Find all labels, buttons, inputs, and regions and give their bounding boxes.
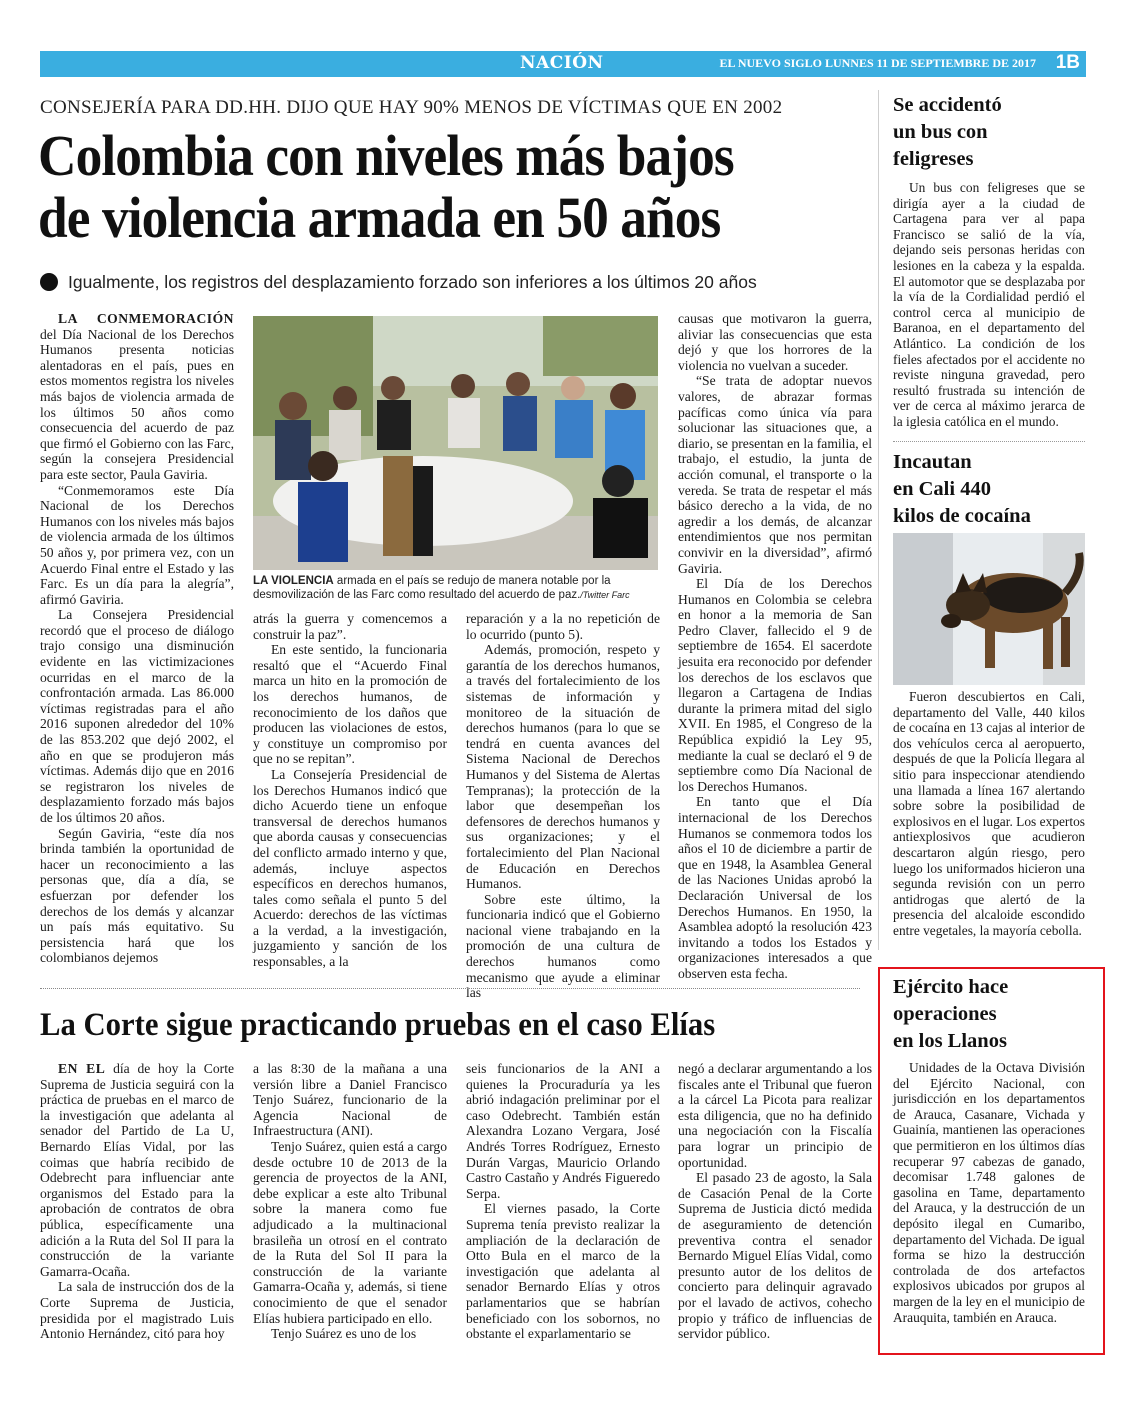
second-column-1 bbox=[40, 1061, 234, 1342]
paragraph: Sobre este último, la funcionaria indicó que el Gobierno nacional viene trabajando en la promoción de una cultura de derechos humanos como mecanismo que ayude a eliminar las bbox=[466, 891, 660, 1001]
paragraph: En tanto que el Día internacional de los Derechos Humanos se conmemora todos los años el 10 de diciembre a partir de que en 1948, la Asamblea General de las Naciones Unidas aprobó la Declaración Universal de los Derechos Humanos. En 1950, la Asamblea adoptó la resolución 423 invitando a todos los Estados y organizaciones interesados a que observen esta fecha. bbox=[678, 794, 872, 981]
lead-column-4 bbox=[678, 311, 872, 982]
paragraph: Además, promoción, respeto y garantía de los derechos humanos, a través del fortalecimiento de los sistemas de información y monitoreo de la situación de derechos humanos (para lo que se tendrá en cuenta avances del Sistema Nacional de Derechos Humanos y del Sistema de Alertas Tempranas); la protección de la labor que desempeñan los defensores de derechos humanos y sus organizaciones; y el fortalecimiento del Plan Nacional de Educación en Derechos Humanos. bbox=[466, 642, 660, 892]
paragraph: “Se trata de adoptar nuevos valores, de abrazar formas pacíficas como única vía para solucionar las situaciones que, a diario, se presentan en la familia, el trabajo, el estudio, la junta de acción comunal, el transporte o la vereda. Se trata de respetar el más básico derecho a la vida, de no agredir a los demás, de alcanzar entendimientos que nos permitan convivir en la diversidad”, afirmó Gaviria. bbox=[678, 373, 872, 576]
paragraph: La Consejería Presidencial de los Derechos Humanos indicó que dicho Acuerdo tiene un enfoque transversal de derechos humanos que aborda causas y consecuencias del conflicto armado interno y que, además, incluye aspectos específicos en derechos humanos, tales como señala el punto 5 del Acuerdo: derechos de las víctimas a la verdad, a la investigación, juzgamiento y sanción de los responsables, a la bbox=[253, 766, 447, 970]
lead-in: EN EL bbox=[58, 1061, 106, 1076]
lead-headline-line-2: de violencia armada en 50 años bbox=[38, 185, 721, 250]
sidebar-separator bbox=[893, 441, 1085, 442]
paragraph: causas que motivaron la guerra, aliviar las consecuencias que esta dejó y que los horrores de la violencia no vuelvan a suceder. bbox=[678, 311, 872, 373]
lead-deck-text: Igualmente, los registros del desplazamiento forzado son inferiores a los últimos 20 años bbox=[68, 272, 757, 292]
lead-column-1 bbox=[40, 311, 234, 966]
sniffer-dog-photo bbox=[893, 533, 1085, 685]
paragraph: reparación y a la no repetición de lo ocurrido (punto 5). bbox=[466, 611, 660, 642]
lead-headline bbox=[38, 125, 792, 249]
sidebar-army-title: Ejército hace operaciones en los Llanos bbox=[893, 976, 1009, 1052]
paragraph: LA CONMEMORACIÓN del Día Nacional de los Derechos Humanos presenta noticias alentadoras en el país, pues en estos momentos registra los niveles más bajos de violencia armada de los últimos 50 años como consecuencia del acuerdo de paz que firmó el Gobierno con las Farc, según la consejera Presidencial para este sector, Paula Gaviria. bbox=[40, 311, 234, 482]
sidebar-bus-body: Un bus con feligreses que se dirigía ayer a la ciudad de Cartagena para ver al papa Francisco se salió de la vía, dejando seis personas heridas con lesiones en la cabeza y la espalda. El automotor que se desplazaba por la vía de la Cordialidad perdió el control cerca al municipio de Baranoa, en el departamento del Atlántico. La condición de los fieles afectados por el accidente no reviste ninguna gravedad, pero resultó frustrada su intención de ver de cerca al máximo jerarca de la iglesia católica en el mundo. bbox=[893, 180, 1085, 429]
second-column-2 bbox=[253, 1061, 447, 1342]
sidebar-army-body: Unidades de la Octava División del Ejército Nacional, con jurisdicción en los departamentos de Arauca, Casanare, Vichada y Guainía, mantienen las operaciones que permitieron en los últimos días recuperar 97 cabezas de ganado, decomisar 1.748 galones de gasolina en Tame, departamento del Arauca, y la destrucción de un depósito ilegal en Cumaribo, departamento del Vichada. De igual forma se hizo la destrucción controlada de dos artefactos explosivos ubicados por grupos al margen de la ley en el municipio de Arauquita, también en Arauca. bbox=[893, 1060, 1085, 1325]
paragraph: a las 8:30 de la mañana a una versión libre a Daniel Francisco Tenjo Suárez, funcionario de la Agencia Nacional de Infraestructura (ANI). bbox=[253, 1061, 447, 1139]
column-divider bbox=[878, 90, 879, 950]
lead-headline-line-1: Colombia con niveles más bajos bbox=[38, 123, 734, 188]
paragraph: El viernes pasado, la Corte Suprema tenía previsto realizar la ampliación de la declaración de Otto Bula en el marco de la investigación que adelanta al senador Bernardo Elías y otros parlamentarios que se habrían beneficiado con los sobornos, no obstante el exparlamentario se bbox=[466, 1201, 660, 1342]
caption-lead: LA VIOLENCIA bbox=[253, 575, 334, 587]
paragraph: El pasado 23 de agosto, la Sala de Casación Penal de la Corte Suprema de Justicia dictó medida de aseguramiento de detención preventiva contra el senador Bernardo Miguel Elías Vidal, como presunto autor de los delitos de concierto para delinquir agravado por el lavado de activos, cohecho propio y tráfico de influencias de servidor público. bbox=[678, 1170, 872, 1342]
paragraph: Tenjo Suárez, quien está a cargo desde octubre 10 de 2013 de la gerencia de proyectos de la ANI, debe explicar a este alto Tribunal sobre la manera como fue adjudicado a la multinacional brasileña un otrosí en el contrato de la Ruta del Sol II para la construcción de la variante Gamarra-Ocaña y, además, si tiene conocimiento de que el senador Elías hubiera participado en ello. bbox=[253, 1138, 447, 1326]
paragraph: Tenjo Suárez es uno de los bbox=[271, 1326, 417, 1342]
sidebar-bus-title: Se accidentó un bus con feligreses bbox=[893, 94, 1002, 170]
meeting-photo-illustration bbox=[253, 316, 658, 570]
photo-caption bbox=[253, 574, 658, 602]
second-headline: La Corte sigue practicando pruebas en el caso Elías bbox=[40, 1007, 716, 1043]
dog-illustration bbox=[893, 533, 1085, 685]
second-column-3 bbox=[466, 1061, 660, 1342]
paragraph: seis funcionarios de la ANI a quienes la Procuraduría ya les abrió indagación preliminar por el caso Odebrecht. También están Alexandra Lozano Vergara, José Andrés Torres Rodríguez, Ernesto Durán Vargas, Mauricio Orlando Castro Castaño y Andrés Figueredo Serpa. bbox=[466, 1061, 660, 1201]
lead-photo bbox=[253, 316, 658, 570]
paragraph: Según Gaviria, “este día nos brinda también la oportunidad de hacer un reconocimiento a las personas que, día a día, se esfuerzan por defender los derechos de los demás y alcanzar un país más equitativo. Su persistencia hará que los colombianos dejemos bbox=[40, 825, 234, 966]
paragraph: EN EL día de hoy la Corte Suprema de Justicia seguirá con la práctica de pruebas en el marco de la investigación que adelanta al senador del Partido de La U, Bernardo Elías Vidal, por las coimas que habría recibido de Odebrecht para influenciar ante organismos del Estado para la aprobación de contratos de obra pública, específicamente una adición a la Ruta del Sol II para la construcción de la variante Gamarra-Ocaña. bbox=[40, 1061, 235, 1279]
page-number: 1B bbox=[1055, 52, 1080, 73]
lead-column-3 bbox=[466, 611, 660, 1001]
lead-deck bbox=[40, 272, 757, 293]
photo-credit: /Twitter Farc bbox=[580, 590, 630, 600]
dateline: EL NUEVO SIGLO LUNNES 11 DE SEPTIEMBRE DE 2017 bbox=[719, 56, 1036, 70]
sidebar-cocaine-body: Fueron descubiertos en Cali, departamento del Valle, 440 kilos de cocaína en 13 cajas al interior de dos vehículos cerca al aeropuerto, después de que la Policía llegara al sitio para inspeccionar atendiendo una llamada a línea 167 alertando sobre sobre la posibilidad de explosivos en el lugar. Los expertos antiexplosivos que acudieron descartaron algún riesgo, pero luego los uniformados hicieron una segunda revisión con un perro antidrogas que alertó de la presencia del alcaloide escondido entre vegetales, la mayoría cebolla. bbox=[893, 689, 1085, 938]
lead-kicker: CONSEJERÍA PARA DD.HH. DIJO QUE HAY 90% MENOS DE VÍCTIMAS QUE EN 2002 bbox=[40, 97, 783, 118]
caption-text: armada en el país se redujo de manera notable por la desmovilización de las Farc como resultado del acuerdo de paz. bbox=[253, 575, 611, 601]
paragraph: La sala de instrucción dos de la Corte Suprema de Justicia, presidida por el magistrado Luis Antonio Hernández, citó para hoy bbox=[40, 1279, 234, 1342]
second-column-4 bbox=[678, 1061, 872, 1342]
paragraph: El Día de los Derechos Humanos en Colombia se celebra en honor a la memoria de San Pedro Claver, fallecido el 9 de septiembre de 1654. El sacerdote jesuita era reconocido por defender los derechos de los esclavos que llegaron a Cartagena de Indias durante la primera mitad del siglo XVII. En 1985, el Congreso de la República expidió la Ley 95, mediante la cual se declaró el 9 de septiembre como Día Nacional de los Derechos Humanos. bbox=[678, 576, 872, 794]
sidebar-cocaine-title: Incautan en Cali 440 kilos de cocaína bbox=[893, 451, 1031, 527]
paragraph: En este sentido, la funcionaria resaltó que el “Acuerdo Final marca un hito en la promoción de los derechos humanos, de reconocimiento de los daños que producen las violaciones de estos, y constituye un compromiso por que no se repitan”. bbox=[253, 642, 447, 767]
bullet-icon bbox=[40, 273, 58, 291]
paragraph: La Consejera Presidencial recordó que el proceso de diálogo trajo consigo una disminución evidente en las victimizaciones ocurridas en el marco de la confrontación armada. Las 86.000 víctimas registradas para el año 2016 suponen alrededor del 10% de las 853.202 que dejó 2002, el año en que se produjeron más víctimas. Además dijo que en 2016 se registraron los niveles de desplazamiento forzado más bajos de los últimos 20 años. bbox=[40, 607, 234, 825]
section-banner bbox=[40, 51, 1086, 77]
lead-column-2 bbox=[253, 611, 447, 970]
story-divider bbox=[40, 988, 860, 989]
lead-in: LA CONMEMORACIÓN bbox=[58, 311, 234, 326]
paragraph: negó a declarar argumentando a los fiscales ante el Tribunal que fueron a la cárcel La Picota para realizar esta diligencia, que no ha definido una negociación con la Fiscalía para lograr un principio de oportunidad. bbox=[678, 1061, 872, 1170]
section-name: NACIÓN bbox=[520, 53, 604, 73]
paragraph: atrás la guerra y comencemos a construir la paz”. bbox=[253, 611, 447, 642]
paragraph: “Conmemoramos este Día Nacional de los Derechos Humanos con los niveles más bajos de violencia armada de los últimos 50 años y, por primera vez, con un Acuerdo Final entre el Estado y las Farc. Es un día para la alegría”, afirmó Gaviria. bbox=[40, 482, 234, 607]
